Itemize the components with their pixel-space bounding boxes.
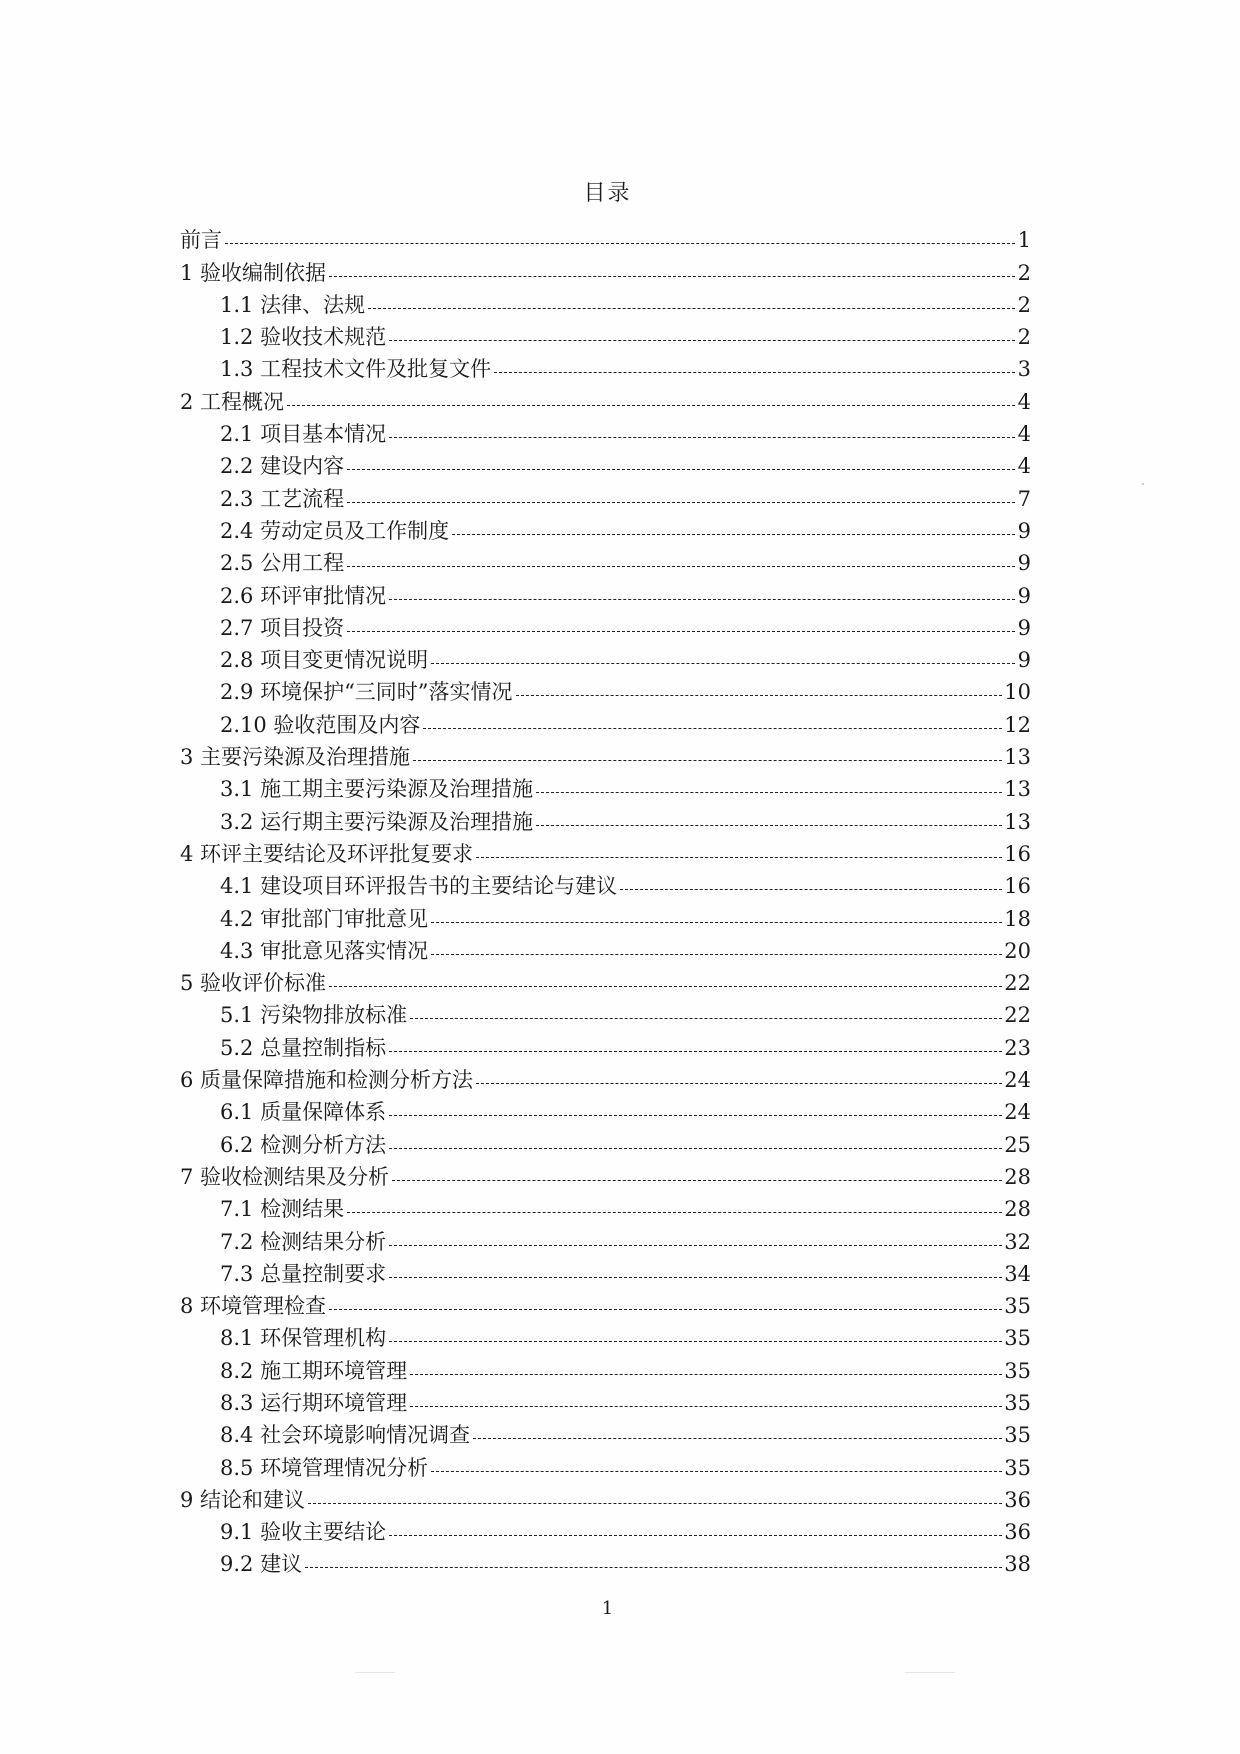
toc-entry-page: 22 [1004,1003,1031,1028]
page-number: 1 [601,1598,614,1619]
toc-entry-page: 9 [1017,615,1031,640]
toc-entry[interactable] [180,252,1031,284]
dot-leader [389,1148,1002,1149]
toc-entry-page: 32 [1004,1229,1031,1254]
toc-entry-page: 36 [1004,1520,1031,1545]
dot-leader [476,1083,1002,1084]
toc-entry-label: 8 环境管理检查 [180,1294,327,1319]
toc-entry-label: 2.9 环境保护“三同时”落实情况 [220,680,513,705]
toc-entry-page: 2 [1017,260,1031,285]
dot-leader [389,340,1015,341]
toc-entry-label: 8.2 施工期环境管理 [220,1358,408,1383]
toc-entry-label: 8.4 社会环境影响情况调查 [220,1423,471,1448]
toc-entry[interactable] [180,1383,1031,1415]
toc-entry-label: 5.2 总量控制指标 [220,1035,387,1060]
dot-leader [329,276,1015,277]
toc-entry-page: 13 [1004,745,1031,770]
toc-entry-page: 35 [1004,1326,1031,1351]
toc-entry-page: 23 [1004,1035,1031,1060]
toc-entry-label: 5 验收评价标准 [180,971,327,996]
toc-entry[interactable] [180,220,1031,252]
toc-entry[interactable] [180,898,1031,930]
toc-entry[interactable] [180,285,1031,317]
dot-leader [347,1212,1002,1213]
toc-entry-page: 12 [1004,712,1031,737]
toc-entry-label: 2.8 项目变更情况说明 [220,648,429,673]
dot-leader [620,889,1002,890]
toc-entry-label: 2.4 劳动定员及工作制度 [220,518,450,543]
dot-leader [410,1374,1002,1375]
toc-entry[interactable] [180,349,1031,381]
toc-entry-page: 20 [1004,938,1031,963]
toc-entry[interactable] [180,1189,1031,1221]
dot-leader [389,437,1015,438]
scan-speck [1142,483,1144,485]
toc-entry-label: 9.2 建议 [220,1552,303,1577]
toc-entry[interactable] [180,1092,1031,1124]
toc-entry-label: 3 主要污染源及治理措施 [180,745,411,770]
dot-leader [347,631,1015,632]
dot-leader [389,1277,1002,1278]
toc-entry-page: 34 [1004,1261,1031,1286]
toc-entry-page: 9 [1017,518,1031,543]
dot-leader [368,308,1015,309]
toc-entry-label: 4.3 审批意见落实情况 [220,938,429,963]
toc-entry-label: 3.2 运行期主要污染源及治理措施 [220,809,534,834]
dot-leader [389,599,1015,600]
toc-entry[interactable] [180,414,1031,446]
dot-leader [431,1471,1002,1472]
toc-entry-label: 4.2 审批部门审批意见 [220,906,429,931]
dot-leader [431,954,1002,955]
scan-speck [905,1672,955,1673]
toc-entry-label: 7.3 总量控制要求 [220,1261,387,1286]
toc-entry[interactable] [180,672,1031,704]
dot-leader [431,663,1015,664]
toc-entry-label: 2.7 项目投资 [220,615,345,640]
toc-entry-page: 13 [1004,809,1031,834]
toc-entry[interactable] [180,1447,1031,1479]
toc-entry-page: 16 [1004,874,1031,899]
toc-entry-label: 2.3 工艺流程 [220,486,345,511]
toc-entry-label: 1.3 工程技术文件及批复文件 [220,357,492,382]
toc-entry[interactable] [180,575,1031,607]
dot-leader [347,502,1015,503]
toc-entry[interactable] [180,381,1031,413]
toc-entry[interactable] [180,963,1031,995]
toc-entry-label: 9.1 验收主要结论 [220,1520,387,1545]
dot-leader [329,1309,1002,1310]
toc-entry-label: 2.10 验收范围及内容 [220,712,421,737]
toc-entry-page: 2 [1017,325,1031,350]
toc-entry-page: 35 [1004,1294,1031,1319]
toc-entry[interactable] [180,834,1031,866]
dot-leader [423,728,1002,729]
dot-leader [516,695,1003,696]
scan-speck [355,1672,395,1673]
toc-entry[interactable] [180,1157,1031,1189]
toc-entry-label: 8.1 环保管理机构 [220,1326,387,1351]
toc-entry-page: 38 [1004,1552,1031,1577]
toc-entry[interactable] [180,1027,1031,1059]
toc-entry-page: 35 [1004,1455,1031,1480]
toc-entry[interactable] [180,478,1031,510]
toc-entry-page: 16 [1004,841,1031,866]
toc-entry-label: 6.1 质量保障体系 [220,1100,387,1125]
dot-leader [431,922,1002,923]
toc-entry[interactable] [180,543,1031,575]
toc-entry-label: 前言 [180,228,222,253]
toc-entry-label: 4 环评主要结论及环评批复要求 [180,841,474,866]
toc-entry[interactable] [180,704,1031,736]
toc-entry-page: 24 [1004,1068,1031,1093]
toc-entry-page: 4 [1017,454,1031,479]
toc-entry[interactable] [180,1124,1031,1156]
toc-entry-page: 35 [1004,1358,1031,1383]
toc-entry-page: 28 [1004,1197,1031,1222]
toc-entry[interactable] [180,317,1031,349]
dot-leader [413,760,1002,761]
toc-entry-label: 8.3 运行期环境管理 [220,1390,408,1415]
toc-entry-page: 2 [1017,292,1031,317]
dot-leader [536,825,1002,826]
toc-entry-label: 1.2 验收技术规范 [220,325,387,350]
toc-entry[interactable] [180,1286,1031,1318]
toc-entry-label: 3.1 施工期主要污染源及治理措施 [220,777,534,802]
toc-entry[interactable] [180,1544,1031,1576]
dot-leader [536,792,1002,793]
dot-leader [287,405,1015,406]
toc-entry-label: 5.1 污染物排放标准 [220,1003,408,1028]
toc-entry[interactable] [180,640,1031,672]
toc-entry-label: 2 工程概况 [180,389,285,414]
toc-entry-page: 4 [1017,422,1031,447]
dot-leader [392,1180,1002,1181]
dot-leader [410,1018,1002,1019]
toc-entry-label: 6.2 检测分析方法 [220,1132,387,1157]
toc-entry-label: 2.2 建设内容 [220,454,345,479]
toc-entry[interactable] [180,737,1031,769]
toc-entry-label: 1.1 法律、法规 [220,292,366,317]
dot-leader [389,1535,1002,1536]
toc-entry-label: 6 质量保障措施和检测分析方法 [180,1068,474,1093]
toc-entry[interactable] [180,1350,1031,1382]
toc-title: 目录 [583,181,632,206]
toc-entry-label: 2.5 公用工程 [220,551,345,576]
dot-leader [347,566,1015,567]
toc-entry-label: 8.5 环境管理情况分析 [220,1455,429,1480]
toc-entry-label: 2.1 项目基本情况 [220,422,387,447]
dot-leader [389,1051,1002,1052]
toc-entry-page: 10 [1004,680,1031,705]
toc-entry-page: 13 [1004,777,1031,802]
toc-entry-label: 7.2 检测结果分析 [220,1229,387,1254]
toc-entry-page: 22 [1004,971,1031,996]
toc-entry[interactable] [180,931,1031,963]
toc-entry[interactable] [180,511,1031,543]
toc-entry-page: 3 [1017,357,1031,382]
toc-entry[interactable] [180,801,1031,833]
toc-entry-label: 4.1 建设项目环评报告书的主要结论与建议 [220,874,618,899]
dot-leader [410,1406,1002,1407]
dot-leader [225,243,1015,244]
dot-leader [329,986,1002,987]
dot-leader [494,372,1015,373]
toc-entry-label: 7.1 检测结果 [220,1197,345,1222]
toc-entry[interactable] [180,1415,1031,1447]
toc-entry[interactable] [180,866,1031,898]
toc-entry-page: 4 [1017,389,1031,414]
toc-entry[interactable] [180,1221,1031,1253]
toc-entry[interactable] [180,995,1031,1027]
toc-entry-page: 24 [1004,1100,1031,1125]
toc-entry-page: 9 [1017,583,1031,608]
toc-entry-page: 1 [1017,228,1031,253]
dot-leader [452,534,1015,535]
toc-entry-page: 9 [1017,648,1031,673]
dot-leader [389,1341,1002,1342]
toc-entry-label: 9 结论和建议 [180,1487,306,1512]
toc-entry-label: 1 验收编制依据 [180,260,327,285]
toc-entry[interactable] [180,769,1031,801]
dot-leader [308,1503,1002,1504]
table-of-contents [180,220,1031,1576]
dot-leader [389,1115,1002,1116]
toc-entry-page: 7 [1017,486,1031,511]
toc-entry-page: 25 [1004,1132,1031,1157]
toc-entry[interactable] [180,446,1031,478]
toc-entry-page: 9 [1017,551,1031,576]
toc-entry[interactable] [180,1254,1031,1286]
toc-entry[interactable] [180,1512,1031,1544]
toc-entry[interactable] [180,1318,1031,1350]
toc-entry[interactable] [180,1060,1031,1092]
toc-entry-page: 18 [1004,906,1031,931]
toc-entry-page: 35 [1004,1423,1031,1448]
toc-entry[interactable] [180,608,1031,640]
dot-leader [347,469,1015,470]
toc-entry-label: 7 验收检测结果及分析 [180,1164,390,1189]
dot-leader [476,857,1002,858]
toc-entry-page: 28 [1004,1164,1031,1189]
dot-leader [473,1438,1002,1439]
dot-leader [389,1245,1002,1246]
toc-entry-page: 36 [1004,1487,1031,1512]
dot-leader [305,1567,1002,1568]
toc-entry-page: 35 [1004,1390,1031,1415]
toc-entry-label: 2.6 环评审批情况 [220,583,387,608]
toc-entry[interactable] [180,1480,1031,1512]
